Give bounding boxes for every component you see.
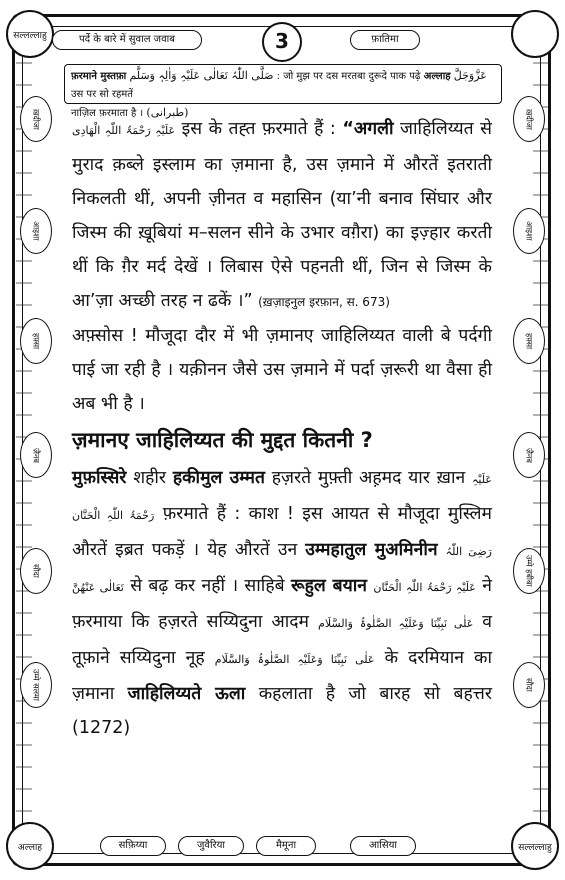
header-left-tab: पर्दे के बारे में सुवाल जवाब [52,30,202,50]
section-heading: ज़मानए जाहिलिय्यत की मुद्दत कितनी ? [72,428,373,452]
page-content [72,112,492,745]
citation: (ख़ज़ाइनुल इरफ़ान, स. 673) [258,295,390,309]
side-medal: हफ़्सा [513,318,545,364]
text-span: के दरमियान का ज़माना [72,648,492,704]
side-medal: आइशा [513,208,545,254]
paragraph-3 [72,461,492,745]
strip-text: : जो मुझ पर दस मरतबा दुरूदे पाक पढ़े [276,71,421,82]
strip-text-2: उस पर सो रहमतें [71,89,133,100]
corner-medallion-bottom-left: अल्लाह [6,822,54,870]
side-medal: सौदा [20,548,52,594]
paragraph-1-body: जाहिलिय्यत से मुराद क़ब्ले इस्लाम का ज़माना है, उस ज़माने में औरतें इतराती निकलती थीं, अपनी ज़ीनत व महासिन (या’नी बनाव सिंघार और जिस्म की ख़ूबियां म–सलन सीने के उभार वग़ैरा) का इज़्हार करती थीं कि ग़ैर मर्द देखें । लिबास ऐसे पहनती थीं, जिन से जिस्म के आ’ज़ा अच्छी तरह न ढकें ।” [72,119,492,311]
arabic-invocation: عَلَیْہِ رَحْمَۃُ اللّٰہِ الْھَادِی [72,124,176,137]
corner-medallion-top-left: सल्लल्लाहु [6,10,54,58]
side-medal: ख़दीजा [513,96,545,142]
strip-allah: अल्लाह [423,71,451,82]
text-span: फ़रमाते हैं : काश ! इस आयत से मौजूदा मुस्लिम औरतें इब्रत पकड़ें । येह औरतें उन [72,504,492,560]
text-span: हज़रते मुफ़्ती अह़मद यार ख़ान [271,468,466,488]
paragraph-1 [72,112,492,319]
arabic-invocation: عَلٰی نَبِیِّنَا وَعَلَیْہِ الصَّلٰوۃُ وَالسَّلَام [318,617,474,630]
strip-arabic-salutation: صَلَّی اللّٰہُ تَعَالٰی عَلَیْہِ وَاٰلِہٖ وَسَلَّم [129,69,274,82]
strip-label: फ़रमाने मुस्तफ़ा [71,71,127,82]
bold-term: मुफ़स्सिरे [72,468,127,488]
arabic-invocation: عَلَیْہِ رَحْمَۃُ اللّٰہِ الْحَنَّان [373,581,476,594]
side-medal: हफ़्सा [20,318,52,364]
side-medal: सौदा [513,662,545,708]
footer-tab: आसिया [350,836,416,856]
header-right-tab: फ़ातिमा [350,30,420,50]
paragraph-2: अफ़्सोस ! मौजूदा दौर में भी ज़मानए जाहिलिय्यत वाली बे पर्दगी पाई जा रही है । यक़ीनन जैसे उस ज़माने में पर्दा ज़रूरी था वैसा ही अब भी है । [72,326,492,414]
page-number: 3 [262,22,302,62]
side-medal: आइशा [20,208,52,254]
arabic-invocation: عَلٰی نَبِیِّنَا وَعَلَیْہِ الصَّلٰوۃُ وَالسَّلَام [214,653,375,666]
text-span: व तूफ़ाने सय्यिदुना नूह [72,612,492,668]
corner-medallion-top-right [511,10,559,58]
side-medal: ज़ैनब [513,432,545,478]
text-span: ने फ़रमाया कि हज़रते सय्यिदुना आदम [72,576,492,632]
strip-arabic-azza: عَزَّوَجَلَّ [453,69,487,82]
footer-tab: मैमूना [256,836,316,856]
side-medal: उम्मे हबीबा [513,548,545,594]
text-span: शहीर [133,468,167,488]
arabic-invocation: رَضِیَ اللّٰہُ تَعَالٰی عَنْھُنَّ [72,545,492,594]
strip-text-3: नाज़िल फ़रमाता है । [71,108,144,119]
bold-term: हकीमुल उम्मत [172,468,265,488]
bold-term: उम्महातुल मुअमिनीन [305,540,438,560]
footer-tab: सफ़िय्या [100,836,166,856]
intro-text: इस के तह्त फ़रमाते हैं : [181,119,336,139]
bold-term: जाहिलिय्यते ऊला [127,684,246,704]
side-medal: उम्मे सलमा [20,662,52,708]
quote-start: “अगली [342,119,394,139]
bold-term: रूहुल बयान [290,576,367,596]
text-span: से बढ़ कर नहीं । साहिबे [130,576,285,596]
strip-reference: (طبرانی) [146,106,189,119]
corner-medallion-bottom-right: सल्लल्लाहु [511,822,559,870]
side-medal: ख़दीजा [20,96,52,142]
hadith-strip [64,64,502,119]
text-span: कहलाता है जो बारह सो बहत्तर (1272) [72,684,492,738]
side-medal: ज़ैनब [20,432,52,478]
footer-tab: जुवैरिया [178,836,244,856]
arabic-invocation: عَلَیْہِ رَحْمَۃُ اللّٰہِ الْحَنَّان [72,473,492,522]
